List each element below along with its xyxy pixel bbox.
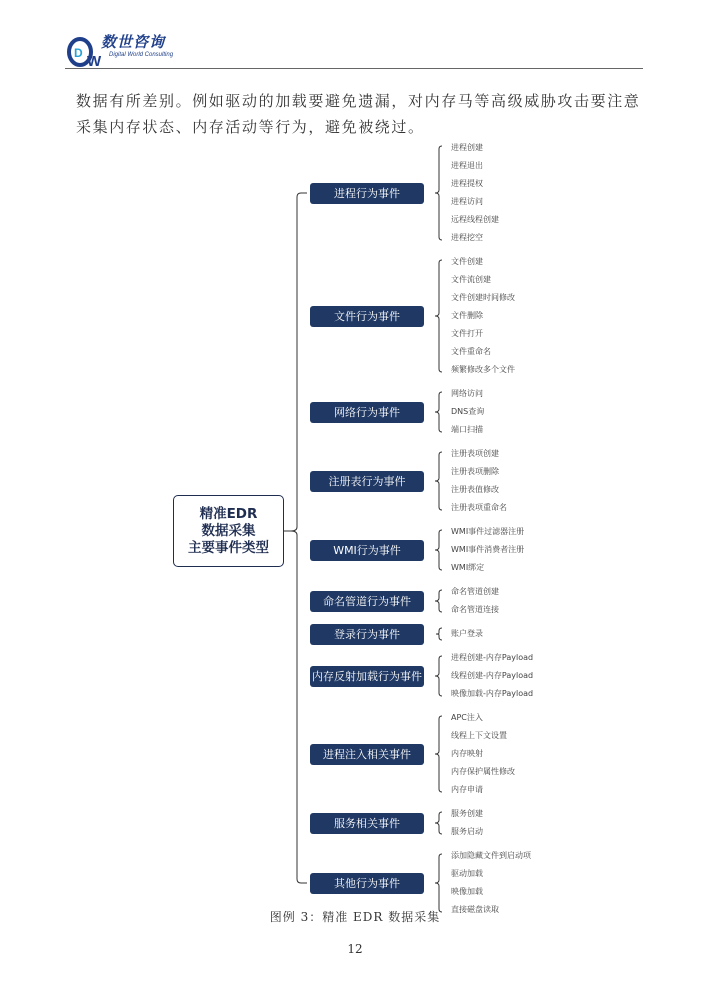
- leaf-item: 映像加载-内存Payload: [451, 689, 534, 698]
- leaf-item: 网络访问: [451, 389, 483, 398]
- leaf-item: 内存映射: [451, 749, 483, 758]
- leaf-item: 内存保护属性修改: [451, 767, 515, 776]
- leaf-item: WMI事件消费者注册: [451, 545, 525, 554]
- leaf-brace: [435, 260, 442, 372]
- leaf-item: APC注入: [451, 713, 483, 722]
- category-box: 文件行为事件: [310, 306, 424, 327]
- leaf-item: 进程提权: [451, 179, 483, 188]
- leaf-item: 文件重命名: [451, 347, 491, 356]
- leaf-item: 进程退出: [451, 161, 483, 170]
- leaf-item: 线程上下文设置: [451, 731, 507, 740]
- category-box: 注册表行为事件: [310, 471, 424, 492]
- page-number: 12: [347, 942, 363, 956]
- leaf-brace: [435, 530, 442, 570]
- svg-text:D: D: [74, 46, 83, 60]
- leaf-brace: [435, 392, 442, 432]
- leaf-item: 账户登录: [451, 629, 483, 638]
- leaf-item: WMI绑定: [451, 563, 485, 572]
- body-text-line-2: 采集内存状态、内存活动等行为，避免被绕过。: [76, 118, 425, 136]
- leaf-item: 直接磁盘读取: [451, 905, 499, 914]
- leaf-item: 映像加载: [451, 887, 483, 896]
- leaf-item: 内存申请: [451, 785, 483, 794]
- leaf-item: 文件流创建: [451, 275, 491, 284]
- leaf-item: 文件删除: [451, 311, 483, 320]
- leaf-brace: [435, 716, 442, 792]
- svg-text:W: W: [87, 53, 102, 69]
- leaf-item: 命名管道连接: [451, 605, 499, 614]
- category-box: 命名管道行为事件: [310, 591, 424, 612]
- leaf-item: 线程创建-内存Payload: [451, 671, 534, 680]
- leaf-item: 进程访问: [451, 197, 483, 206]
- logo-text-en: Digital World Consulting: [109, 52, 174, 58]
- category-box: WMI行为事件: [310, 540, 424, 561]
- root-line-2: 数据采集: [201, 522, 256, 539]
- leaf-item: 注册表项删除: [451, 467, 499, 476]
- leaf-item: 文件打开: [451, 329, 483, 338]
- leaf-item: 进程创建-内存Payload: [451, 653, 534, 662]
- leaf-brace: [435, 656, 442, 696]
- leaf-item: 添加隐藏文件到启动项: [451, 851, 531, 860]
- leaf-item: WMI事件过滤器注册: [451, 527, 525, 536]
- logo-text-cn: 数世咨询: [101, 33, 166, 51]
- root-line-1: 精准EDR: [199, 505, 258, 522]
- leaf-item: 服务创建: [451, 809, 483, 818]
- leaf-item: 文件创建时间修改: [451, 293, 515, 302]
- category-box: 内存反射加载行为事件: [310, 666, 424, 687]
- leaf-item: 注册表项重命名: [451, 503, 507, 512]
- leaf-item: 端口扫描: [451, 425, 483, 434]
- leaf-item: 服务启动: [451, 827, 483, 836]
- leaf-item: 命名管道创建: [451, 587, 499, 596]
- leaf-brace: [436, 628, 442, 640]
- body-text-line-1: 数据有所差别。例如驱动的加载要避免遗漏，对内存马等高级威胁攻击要注意: [76, 92, 641, 110]
- figure-caption: 图例 3：精准 EDR 数据采集: [269, 910, 441, 924]
- leaf-brace: [435, 854, 442, 912]
- category-box: 进程注入相关事件: [310, 744, 424, 765]
- leaf-brace: [435, 146, 442, 240]
- category-box: 网络行为事件: [310, 402, 424, 423]
- leaf-item: DNS查询: [451, 407, 485, 416]
- category-box: 进程行为事件: [310, 183, 424, 204]
- mindmap-root: [173, 495, 284, 567]
- leaf-item: 文件创建: [451, 257, 483, 266]
- root-line-3: 主要事件类型: [188, 539, 269, 556]
- leaf-item: 驱动加载: [451, 869, 483, 878]
- leaf-brace: [435, 812, 442, 834]
- leaf-item: 进程创建: [451, 143, 483, 152]
- leaf-item: 远程线程创建: [451, 215, 499, 224]
- leaf-brace: [435, 452, 442, 510]
- leaf-item: 进程挖空: [451, 233, 483, 242]
- leaf-item: 注册表项创建: [451, 449, 499, 458]
- leaf-item: 频繁修改多个文件: [451, 365, 515, 374]
- leaf-item: 注册表值修改: [451, 485, 499, 494]
- category-box: 其他行为事件: [310, 873, 424, 894]
- category-box: 登录行为事件: [310, 624, 424, 645]
- category-box: 服务相关事件: [310, 813, 424, 834]
- leaf-brace: [435, 590, 442, 612]
- main-brace: [291, 193, 307, 883]
